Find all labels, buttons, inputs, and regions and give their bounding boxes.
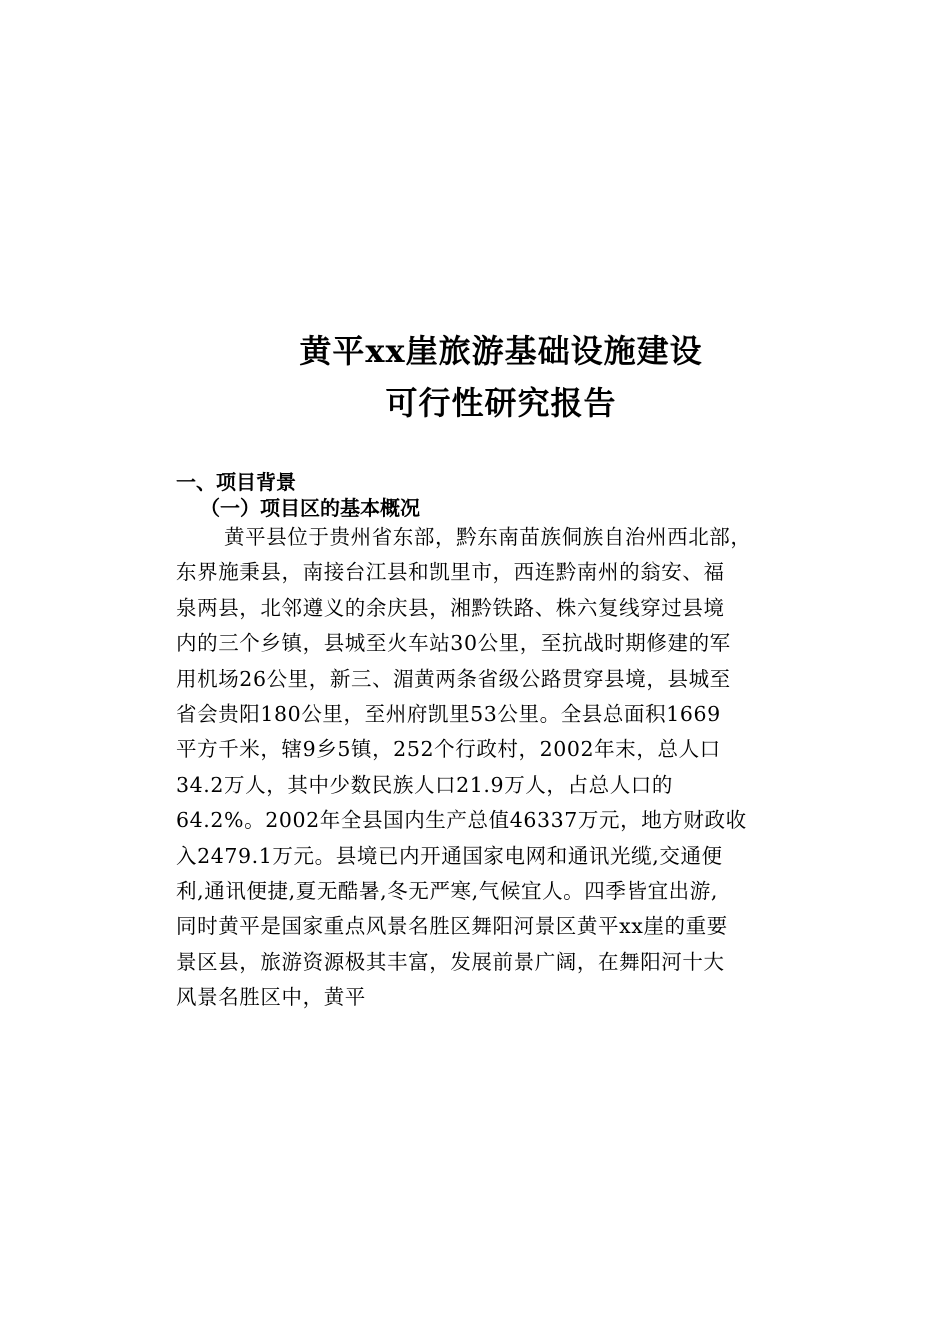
body-line: 64.2%。2002年全县国内生产总值46337万元，地方财政收 [176,808,747,833]
body-line: 入2479.1万元。县境已内开通国家电网和通讯光缆,交通便 [176,843,723,868]
body-line: 利,通讯便捷,夏无酷暑,冬无严寒,气候宜人。四季皆宜出游, [176,879,718,904]
body-line: 同时黄平是国家重点风景名胜区舞阳河景区黄平xx崖的重要 [176,914,728,939]
body-line: 用机场26公里，新三、湄黄两条省级公路贯穿县境，县城至 [176,666,731,691]
body-line: 黄平县位于贵州省东部，黔东南苗族侗族自治州西北部， [224,525,752,549]
body-line: 省会贵阳180公里，至州府凯里53公里。全县总面积1669 [176,702,721,727]
sub-heading: （一）项目区的基本概况 [200,496,420,520]
body-line: 东界施秉县，南接台江县和凯里市，西连黔南州的翁安、福 [176,560,725,585]
body-line: 景区县，旅游资源极其丰富，发展前景广阔，在舞阳河十大 [176,949,725,974]
body-line: 内的三个乡镇，县城至火车站30公里，至抗战时期修建的军 [176,631,731,656]
body-line: 34.2万人，其中少数民族人口21.9万人，占总人口的 [176,772,673,797]
body-line: 平方千米，辖9乡5镇，252个行政村，2002年末，总人口 [176,737,721,762]
title-line-2: 可行性研究报告 [385,384,617,422]
document-title [0,325,950,429]
section-heading: 一、项目背景 [176,470,296,494]
title-line-1: 黄平xx崖旅游基础设施建设 [299,332,703,370]
body-paragraph [176,520,816,1016]
body-line: 风景名胜区中，黄平 [176,985,366,1010]
body-line: 泉两县，北邻遵义的余庆县，湘黔铁路、株六复线穿过县境 [176,595,725,620]
